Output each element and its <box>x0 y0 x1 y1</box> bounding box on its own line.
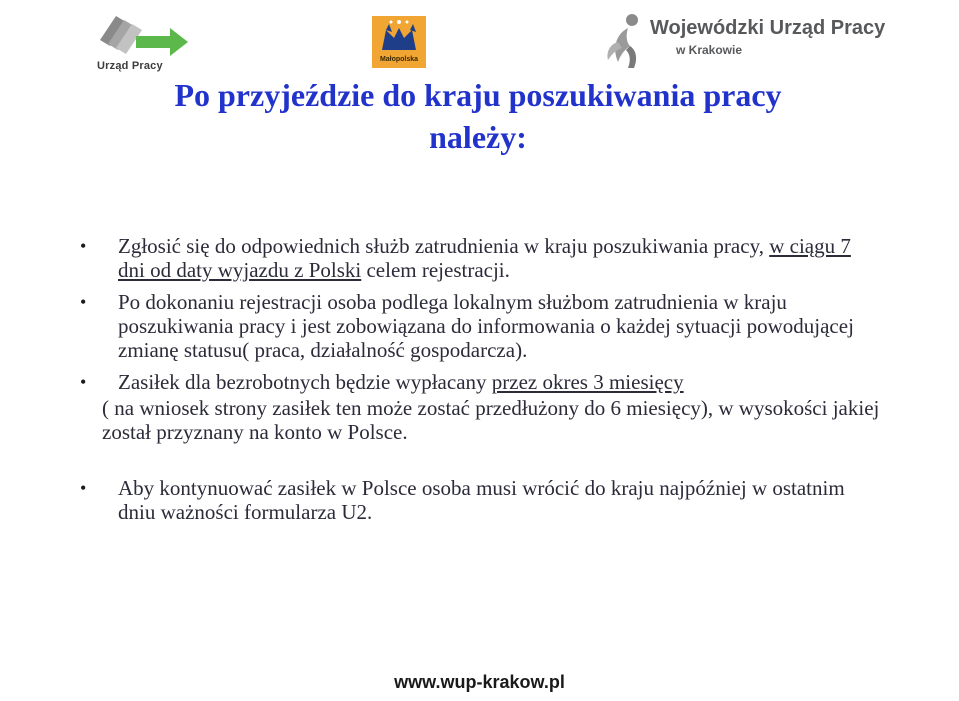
bullet-list <box>80 234 880 524</box>
urzad-pracy-caption: Urząd Pracy <box>97 60 163 72</box>
wup-figure-icon <box>604 12 648 72</box>
item-3-underlined: przez okres 3 miesięcy <box>491 370 684 394</box>
item-4-text: Aby kontynuować zasiłek w Polsce osoba musi wrócić do kraju najpóźniej w ostatnim dniu ważności formularza U2. <box>118 476 845 524</box>
title-line-2: należy: <box>429 119 527 155</box>
wup-name: Wojewódzki Urząd Pracy <box>650 17 886 39</box>
item-1-text-start: Zgłosić się do odpowiednich służb zatrudnienia w kraju poszukiwania pracy, <box>118 234 770 258</box>
malopolska-caption: Małopolska <box>379 56 419 63</box>
item-1-text-end: celem rejestracji. <box>361 258 510 282</box>
item-2-text: Po dokonaniu rejestracji osoba podlega lokalnym służbom zatrudnienia w kraju poszukiwania pracy i jest zobowiązana do informowania o każdej sytuacji powodującej zmianę statusu( praca, działalność gospodarcza). <box>118 290 854 362</box>
wup-subtitle: w Krakowie <box>676 43 743 57</box>
bullet-icon: • <box>80 236 87 256</box>
bullet-icon: • <box>80 372 87 392</box>
urzad-pracy-logo-icon <box>92 10 192 60</box>
bullet-item-2 <box>80 290 880 362</box>
slide-title <box>100 74 856 158</box>
title-line-1: Po przyjeździe do kraju poszukiwania pracy <box>174 77 782 113</box>
item-1-underlined: w ciągu 7 dni od daty wyjazdu z Polski <box>118 234 851 282</box>
wup-logo <box>604 12 934 74</box>
urzad-pracy-logo <box>92 10 192 74</box>
bullet-item-1 <box>80 234 880 282</box>
bullet-item-4 <box>80 476 880 524</box>
bullet-item-3-continuation: ( na wniosek strony zasiłek ten może zostać przedłużony do 6 miesięcy), w wysokości jakiej został przyznany na konto w Polsce. <box>102 396 880 444</box>
footer-url: www.wup-krakow.pl <box>394 672 565 692</box>
malopolska-logo <box>372 16 426 68</box>
bullet-icon: • <box>80 292 87 312</box>
bullet-icon: • <box>80 478 87 498</box>
bullet-item-3 <box>80 370 880 394</box>
item-3-text-start: Zasiłek dla bezrobotnych będzie wypłacany <box>118 370 492 394</box>
